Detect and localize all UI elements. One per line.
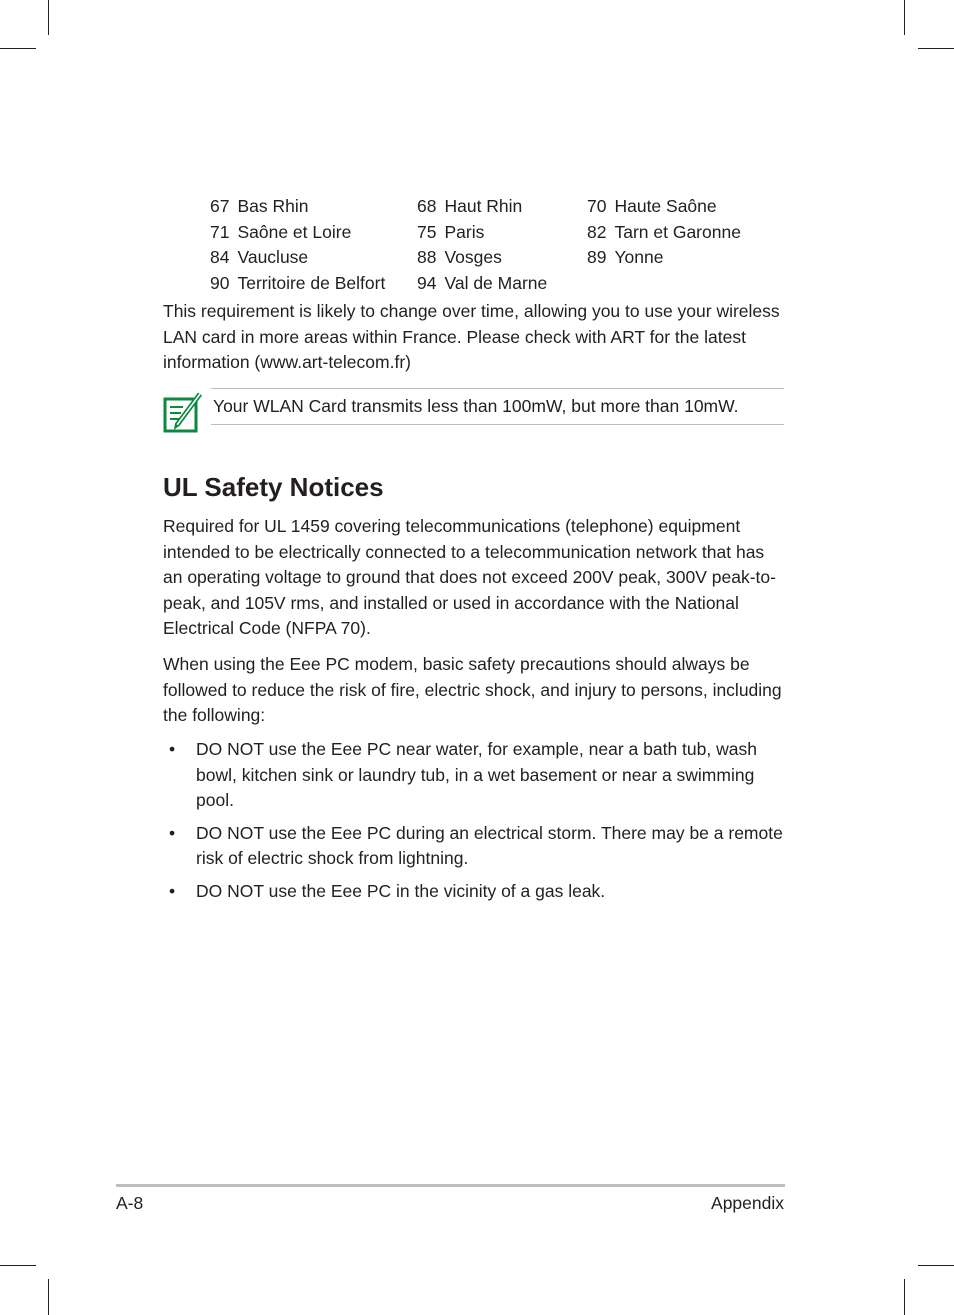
department-cell — [587, 220, 741, 246]
footer-section-name: Appendix — [711, 1193, 784, 1213]
safety-bullet-list — [163, 737, 785, 911]
department-name: Val de Marne — [444, 272, 548, 293]
department-cell — [210, 194, 308, 220]
section-heading: UL Safety Notices — [163, 472, 384, 502]
department-number: 75 — [417, 221, 437, 242]
crop-mark — [48, 1279, 49, 1315]
department-cell — [587, 245, 663, 271]
department-cell — [417, 271, 547, 297]
crop-mark — [904, 1279, 905, 1315]
department-cell — [587, 194, 717, 220]
requirement-text: This requirement is likely to change over time, allowing you to use your wireless LAN card in more areas within France. Please check with ART for the latest information (www.art-telecom.fr) — [163, 301, 780, 372]
department-number: 88 — [417, 247, 437, 267]
department-name: Vaucluse — [237, 247, 309, 267]
department-name: Haut Rhin — [444, 196, 523, 216]
list-item — [163, 737, 785, 814]
department-name: Paris — [444, 221, 485, 242]
department-number: 71 — [210, 221, 230, 242]
department-number: 84 — [210, 247, 230, 267]
footer-rule — [116, 1184, 785, 1187]
department-number: 68 — [417, 196, 437, 216]
list-item-text: DO NOT use the Eee PC in the vicinity of a gas leak. — [196, 880, 606, 901]
department-name: Bas Rhin — [237, 196, 309, 216]
list-item-text: DO NOT use the Eee PC near water, for example, near a bath tub, wash bowl, kitchen sink or laundry tub, in a wet basement or near a swimming pool. — [196, 739, 757, 810]
department-name: Saône et Loire — [237, 221, 352, 242]
crop-mark — [0, 48, 36, 49]
department-name: Yonne — [614, 247, 664, 267]
department-number: 67 — [210, 196, 230, 216]
requirement-paragraph — [163, 299, 785, 376]
department-cell — [417, 245, 502, 271]
list-item-text: DO NOT use the Eee PC during an electrical storm. There may be a remote risk of electric shock from lightning. — [196, 822, 783, 868]
department-number: 70 — [587, 196, 607, 216]
crop-mark — [48, 0, 49, 35]
crop-mark — [904, 0, 905, 35]
bullet-icon: • — [169, 880, 176, 901]
department-cell — [210, 220, 351, 246]
department-cell — [417, 220, 484, 246]
department-cell — [210, 245, 308, 271]
note-box — [211, 388, 784, 425]
bullet-icon: • — [169, 822, 176, 843]
crop-mark — [918, 48, 954, 49]
crop-mark — [0, 1265, 36, 1266]
department-name: Haute Saône — [614, 196, 717, 216]
department-name: Vosges — [444, 247, 502, 267]
department-number: 94 — [417, 272, 437, 293]
note-text: Your WLAN Card transmits less than 100mW, but more than 10mW. — [213, 396, 739, 416]
department-name: Tarn et Garonne — [614, 221, 741, 242]
note-callout — [163, 388, 785, 434]
safety-precautions-paragraph: When using the Eee PC modem, basic safety precautions should always be followed to reduce the risk of fire, electric shock, and injury to persons, including the following: — [163, 654, 782, 725]
department-cell — [417, 194, 522, 220]
bullet-icon: • — [169, 739, 176, 759]
department-name: Territoire de Belfort — [237, 272, 386, 293]
department-number: 90 — [210, 272, 230, 293]
department-number: 82 — [587, 221, 607, 242]
crop-mark — [918, 1265, 954, 1266]
list-item — [163, 821, 785, 872]
ul-requirement-paragraph: Required for UL 1459 covering telecommunications (telephone) equipment intended to be electrically connected to a telecommunication network that has an operating voltage to ground that does not exceed 200V peak, 300V peak-to-peak, and 105V rms, and installed or used in accordance with the National Electrical Code (NFPA 70). — [163, 516, 776, 638]
department-number: 89 — [587, 247, 607, 267]
department-cell — [210, 271, 385, 297]
page-number: A-8 — [116, 1193, 144, 1213]
list-item — [163, 879, 785, 905]
note-pencil-icon — [163, 390, 203, 434]
